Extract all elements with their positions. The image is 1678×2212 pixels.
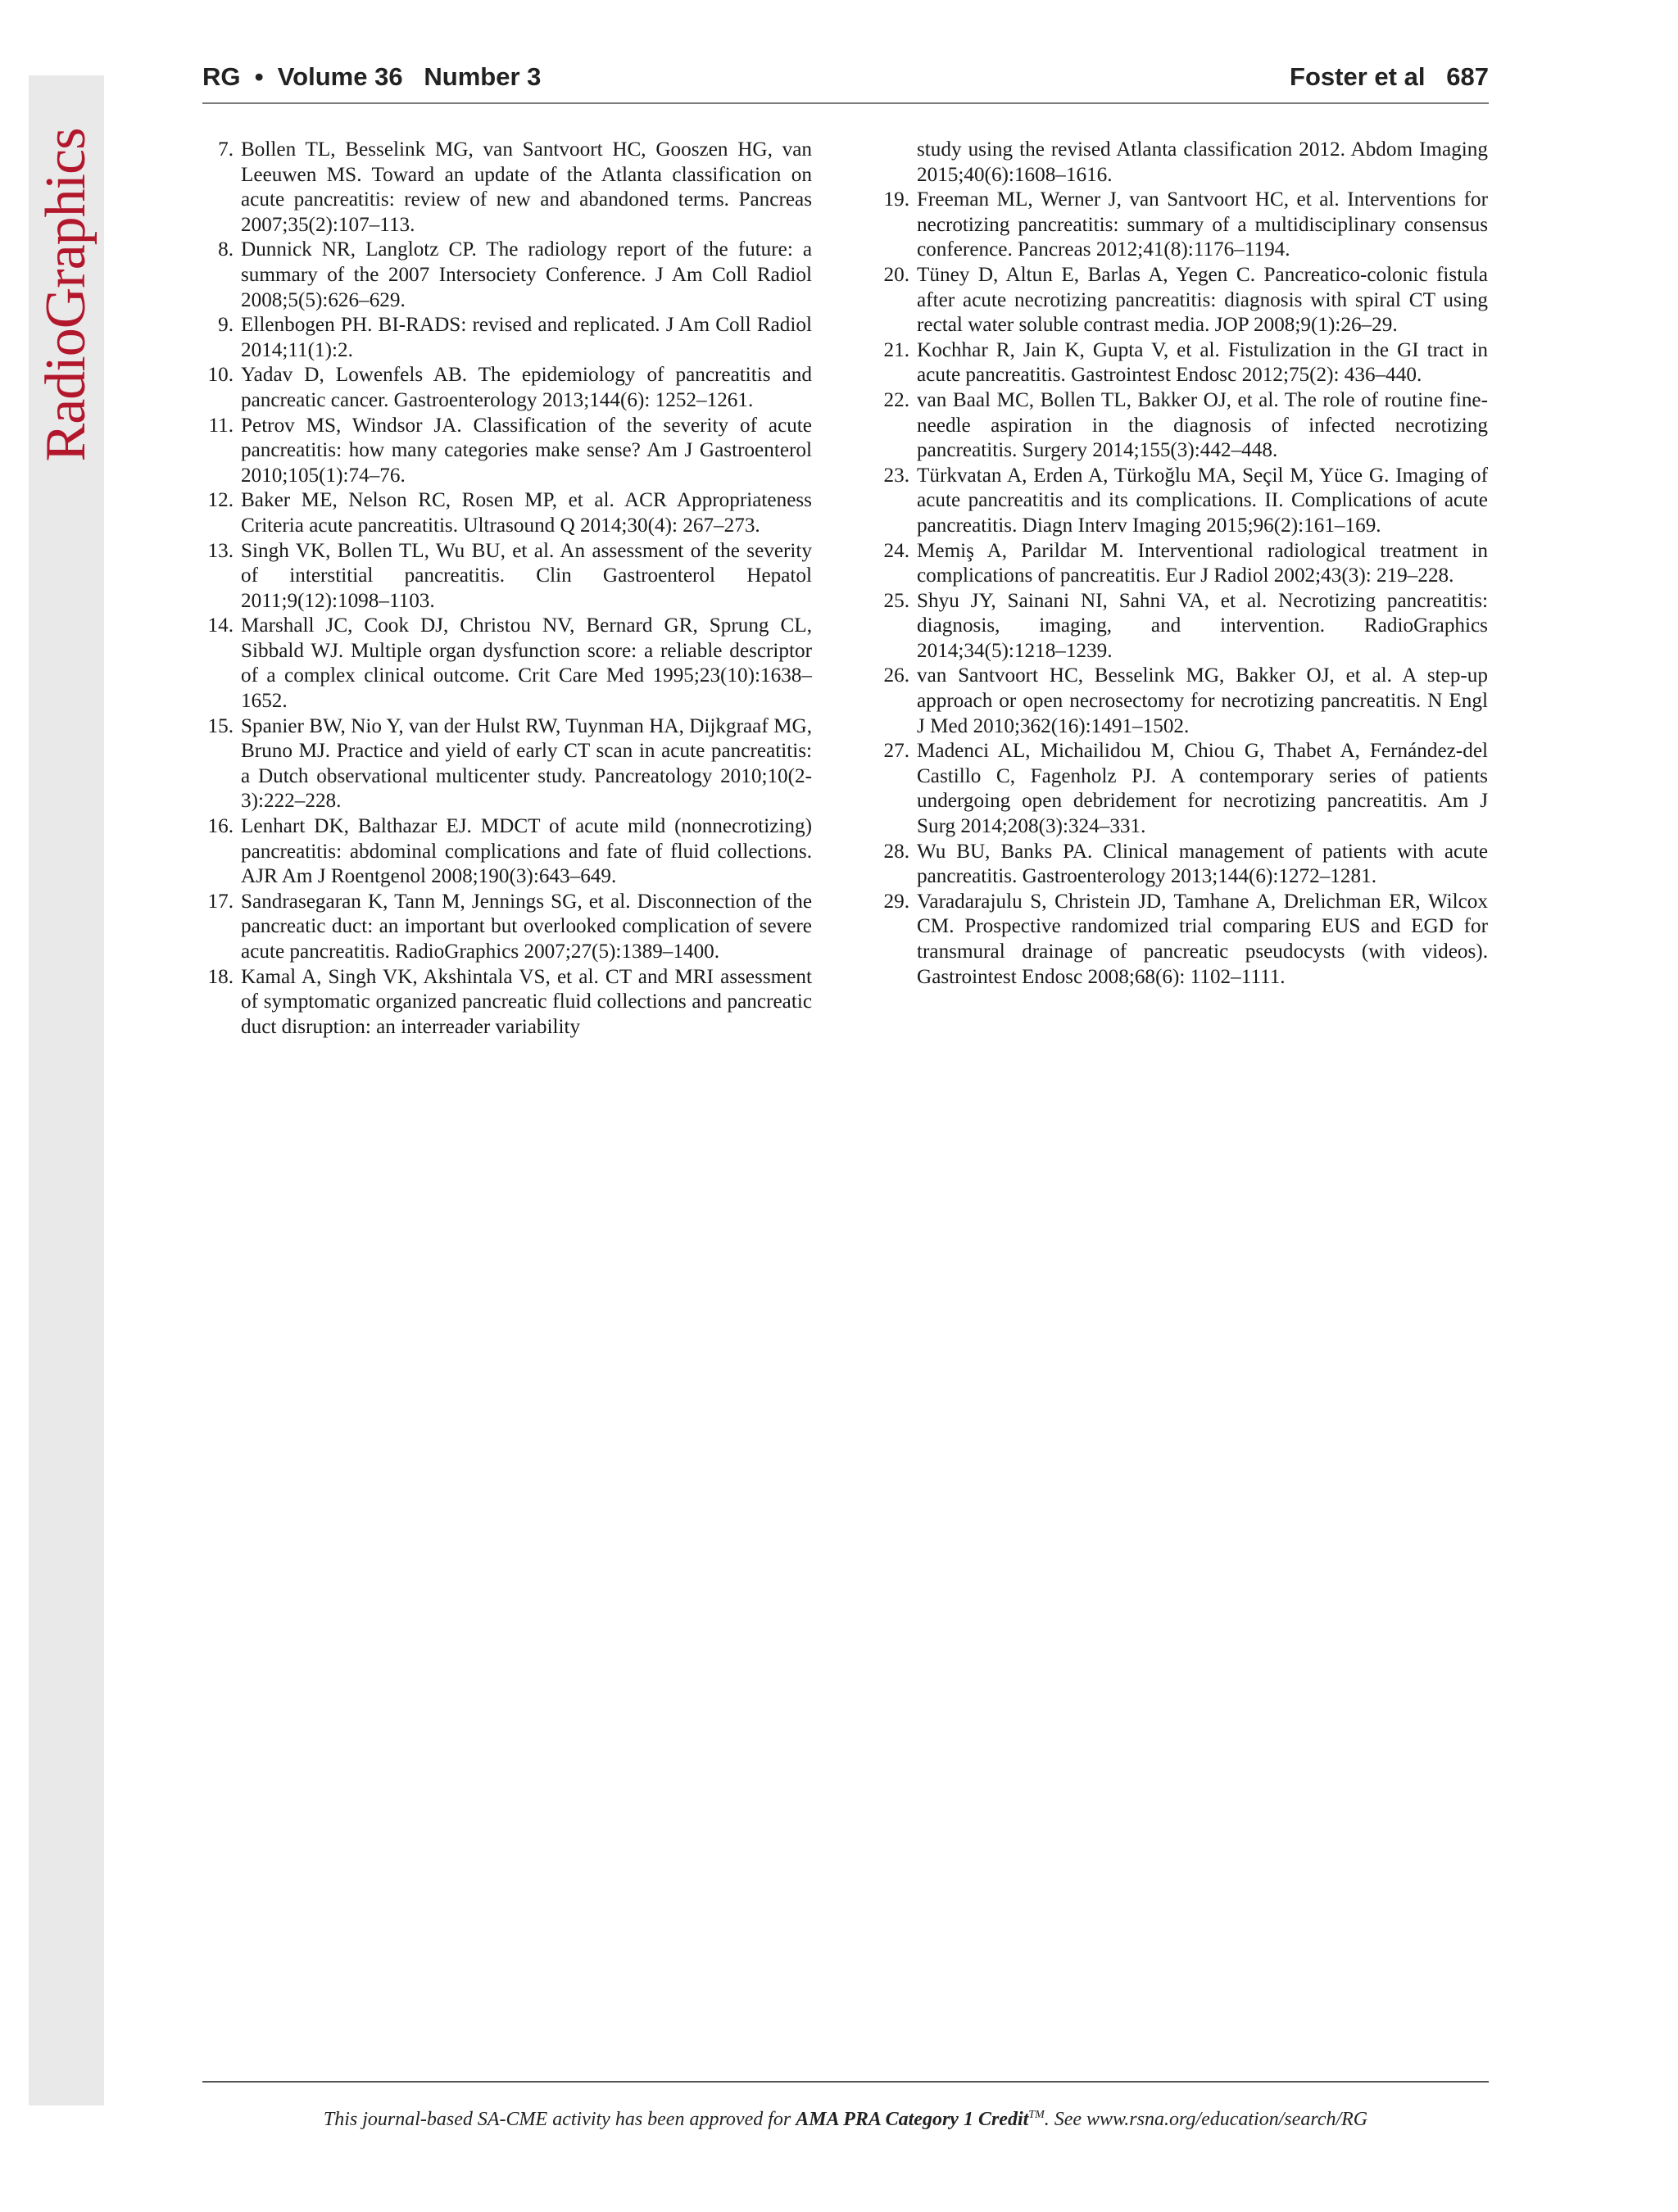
header-rule <box>202 102 1489 104</box>
reference-number: 26. <box>883 664 909 687</box>
reference-item <box>878 890 1488 990</box>
footer-credit: AMA PRA Category 1 Credit <box>796 2109 1029 2130</box>
reference-number: 15. <box>207 714 234 737</box>
footer-suffix: . See www.rsna.org/education/search/RG <box>1044 2109 1368 2130</box>
reference-text: Tüney D, Altun E, Barlas A, Yegen C. Pancreatico-colonic fistula after acute necrotizing pancreatitis: diagnosis with spiral CT using rectal water soluble contrast media. JOP 2008;9(1):26–29. <box>917 263 1488 337</box>
reference-item <box>202 539 812 614</box>
reference-item <box>202 138 812 238</box>
reference-text: Dunnick NR, Langlotz CP. The radiology report of the future: a summary of the 2007 Intersociety Conference. J Am Coll Radiol 2008;5(5):626–629. <box>241 238 812 311</box>
reference-number: 27. <box>883 740 909 763</box>
reference-text: van Baal MC, Bollen TL, Bakker OJ, et al. The role of routine fine-needle aspiration in the diagnosis of infected necrotizing pancreatitis. Surgery 2014;155(3):442–448. <box>917 388 1488 462</box>
reference-number: 22. <box>883 388 909 411</box>
reference-item <box>202 714 812 814</box>
reference-text: Türkvatan A, Erden A, Türkoğlu MA, Seçil M, Yüce G. Imaging of acute pancreatitis and its complications. II. Complications of acute pancreatitis. Diagn Interv Imaging 2015;96(2):161–169. <box>917 464 1488 537</box>
reference-number: 21. <box>883 338 909 361</box>
reference-item <box>878 263 1488 338</box>
running-header <box>202 59 1489 100</box>
reference-item <box>878 338 1488 388</box>
footer-prefix: This journal-based SA-CME activity has been approved for <box>323 2109 796 2130</box>
reference-text: Lenhart DK, Balthazar EJ. MDCT of acute mild (nonnecrotizing) pancreatitis: abdominal complications and fate of fluid collections. AJR Am J Roentgenol 2008;190(3):643–649. <box>241 815 812 888</box>
journal-logo-text: RadioGraphics <box>34 128 98 462</box>
reference-text: Marshall JC, Cook DJ, Christou NV, Bernard GR, Sprung CL, Sibbald WJ. Multiple organ dysfunction score: a reliable descriptor of a complex clinical outcome. Crit Care Med 1995;23(10):1638–1652. <box>241 614 812 713</box>
reference-text: Memiş A, Parildar M. Interventional radiological treatment in complications of pancreatitis. Eur J Radiol 2002;43(3): 219–228. <box>917 539 1488 587</box>
reference-item <box>878 464 1488 539</box>
reference-item <box>202 363 812 413</box>
reference-item <box>202 814 812 890</box>
reference-number: 10. <box>207 364 234 387</box>
reference-number: 18. <box>207 965 234 988</box>
reference-number: 25. <box>883 589 909 612</box>
reference-number: 17. <box>207 890 234 913</box>
reference-item <box>878 739 1488 839</box>
reference-item <box>202 890 812 965</box>
reference-number: 19. <box>883 188 909 211</box>
reference-item <box>202 488 812 538</box>
reference-text: Freeman ML, Werner J, van Santvoort HC, et al. Interventions for necrotizing pancreatitis: summary of a multidisciplinary consensus conference. Pancreas 2012;41(8):1176–1194. <box>917 188 1488 261</box>
references-column-left <box>202 138 812 1040</box>
reference-text: Yadav D, Lowenfels AB. The epidemiology of pancreatitis and pancreatic cancer. Gastroenterology 2013;144(6): 1252–1261. <box>241 364 812 411</box>
reference-item <box>878 188 1488 263</box>
cme-footer <box>202 2109 1489 2131</box>
reference-text: Kochhar R, Jain K, Gupta V, et al. Fistulization in the GI tract in acute pancreatitis. Gastrointest Endosc 2012;75(2): 436–440. <box>917 338 1488 387</box>
reference-text: Wu BU, Banks PA. Clinical management of patients with acute pancreatitis. Gastroenterology 2013;144(6):1272–1281. <box>917 840 1488 888</box>
reference-number: 14. <box>207 614 234 637</box>
reference-item <box>202 414 812 489</box>
header-journal-info: RG • Volume 36 Number 3 <box>202 62 542 91</box>
reference-item <box>202 614 812 714</box>
reference-number: 24. <box>883 539 909 562</box>
reference-item <box>202 238 812 313</box>
reference-number: 12. <box>207 489 234 512</box>
reference-number: 11. <box>208 414 234 437</box>
reference-text: Bollen TL, Besselink MG, van Santvoort HC, Gooszen HG, van Leeuwen MS. Toward an update of the Atlanta classification on acute pancreatitis: review of new and abandoned terms. Pancreas 2007;35(2):107–113. <box>241 138 812 236</box>
reference-item <box>202 313 812 363</box>
reference-text: Baker ME, Nelson RC, Rosen MP, et al. ACR Appropriateness Criteria acute pancreatitis. Ultrasound Q 2014;30(4): 267–273. <box>241 489 812 537</box>
header-author-page: Foster et al 687 <box>1290 62 1489 91</box>
reference-text: Spanier BW, Nio Y, van der Hulst RW, Tuynman HA, Dijkgraaf MG, Bruno MJ. Practice and yield of early CT scan in acute pancreatitis: a Dutch observational multicenter study. Pancreatology 2010;10(2-3):222–228. <box>241 714 812 813</box>
reference-text: Madenci AL, Michailidou M, Chiou G, Thabet A, Fernández-del Castillo C, Fagenholz PJ. A contemporary series of patients undergoing open debridement for necrotizing pancreatitis. Am J Surg 2014;208(3):324–331. <box>917 740 1488 838</box>
reference-item <box>878 664 1488 739</box>
reference-number: 8. <box>218 238 234 261</box>
reference-number: 9. <box>218 314 234 337</box>
reference-item <box>202 965 812 1040</box>
reference-text: Shyu JY, Sainani NI, Sahni VA, et al. Necrotizing pancreatitis: diagnosis, imaging, and intervention. RadioGraphics 2014;34(5):1218–1239. <box>917 589 1488 662</box>
reference-text: Singh VK, Bollen TL, Wu BU, et al. An assessment of the severity of interstitial pancreatitis. Clin Gastroenterol Hepatol 2011;9(12):1098–1103. <box>241 539 812 612</box>
references-column-right <box>878 138 1488 990</box>
reference-number: 20. <box>883 263 909 286</box>
reference-number: 28. <box>883 840 909 863</box>
journal-logo <box>29 123 104 467</box>
reference-item <box>878 539 1488 589</box>
footer-trademark: TM <box>1028 2109 1045 2121</box>
reference-number: 23. <box>883 464 909 487</box>
reference-number: 29. <box>883 890 909 913</box>
reference-text: Ellenbogen PH. BI-RADS: revised and replicated. J Am Coll Radiol 2014;11(1):2. <box>241 314 812 361</box>
reference-item <box>878 589 1488 664</box>
reference-text: Petrov MS, Windsor JA. Classification of the severity of acute pancreatitis: how many categories make sense? Am J Gastroenterol 2010;105(1):74–76. <box>241 414 812 487</box>
reference-item <box>878 840 1488 890</box>
reference-number: 7. <box>218 138 234 161</box>
reference-text: Varadarajulu S, Christein JD, Tamhane A, Drelichman ER, Wilcox CM. Prospective randomized trial comparing EUS and EGD for transmural drainage of pancreatic pseudocysts (with videos). Gastrointest Endosc 2008;68(6): 1102–1111. <box>917 890 1488 988</box>
reference-continuation: study using the revised Atlanta classification 2012. Abdom Imaging 2015;40(6):1608–1616. <box>917 138 1488 186</box>
reference-number: 16. <box>207 815 234 838</box>
reference-text: van Santvoort HC, Besselink MG, Bakker OJ, et al. A step-up approach or open necrosectomy for necrotizing pancreatitis. N Engl J Med 2010;362(16):1491–1502. <box>917 664 1488 737</box>
reference-number: 13. <box>207 539 234 562</box>
reference-text: Sandrasegaran K, Tann M, Jennings SG, et al. Disconnection of the pancreatic duct: an important but overlooked complication of severe acute pancreatitis. RadioGraphics 2007;27(5):1389–1400. <box>241 890 812 963</box>
reference-item <box>878 388 1488 464</box>
footer-rule <box>202 2081 1489 2083</box>
reference-text: Kamal A, Singh VK, Akshintala VS, et al. CT and MRI assessment of symptomatic organized pancreatic fluid collections and pancreatic duct disruption: an interreader variability <box>241 965 812 1038</box>
